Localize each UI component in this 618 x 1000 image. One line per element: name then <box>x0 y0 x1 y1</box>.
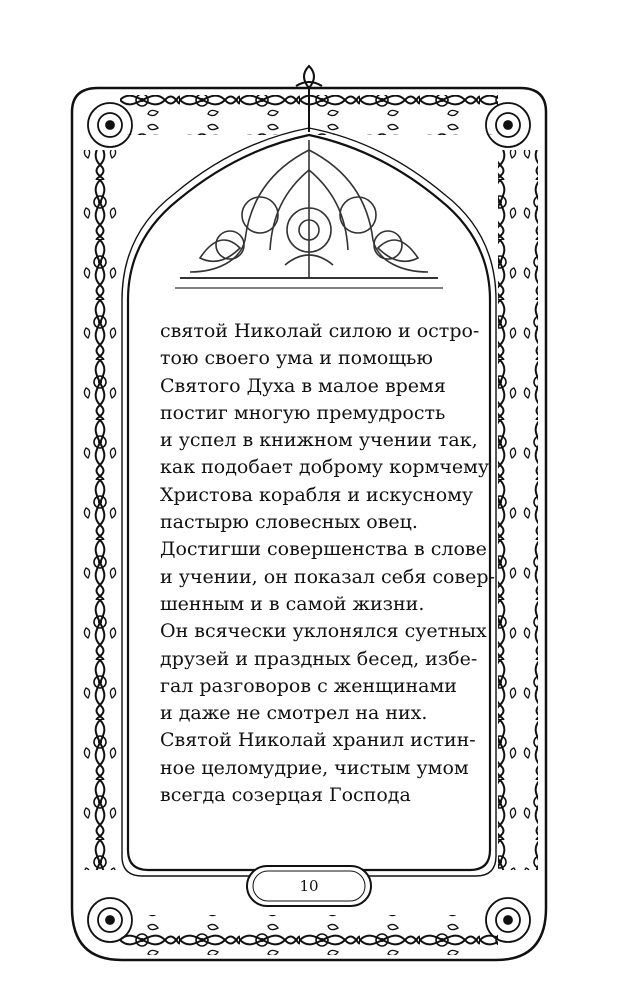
text-line: Он всячески уклонялся суетных <box>160 620 487 643</box>
page-number: 10 <box>299 877 319 895</box>
text-line: Достигши совершенства в слове <box>160 538 487 561</box>
text-line: ное целомудрие, чистым умом <box>160 756 469 779</box>
text-line: Святого Духа в малое время <box>160 374 446 397</box>
text-line: шенным и в самой жизни. <box>160 592 425 615</box>
text-line: друзей и праздных бесед, избе- <box>160 647 478 670</box>
text-line: постиг многую премудрость <box>160 401 446 424</box>
text-line: и учении, он показал себя совер- <box>160 565 495 588</box>
text-line: пастырю словесных овец. <box>160 511 418 534</box>
text-line: как подобает доброму кормчему <box>160 456 490 479</box>
text-line: Христова корабля и искусному <box>160 483 474 506</box>
text-line: гал разговоров с женщинами <box>160 674 457 697</box>
text-line: и даже не смотрел на них. <box>160 702 428 725</box>
text-line: святой Николай силою и остро- <box>160 320 480 342</box>
text-line: всегда созерцая Господа <box>160 784 411 807</box>
text-line: тою своего ума и помощью <box>160 347 433 370</box>
text-line: и успел в книжном учении так, <box>160 429 478 452</box>
text-line: Святой Николай хранил истин- <box>160 729 476 752</box>
